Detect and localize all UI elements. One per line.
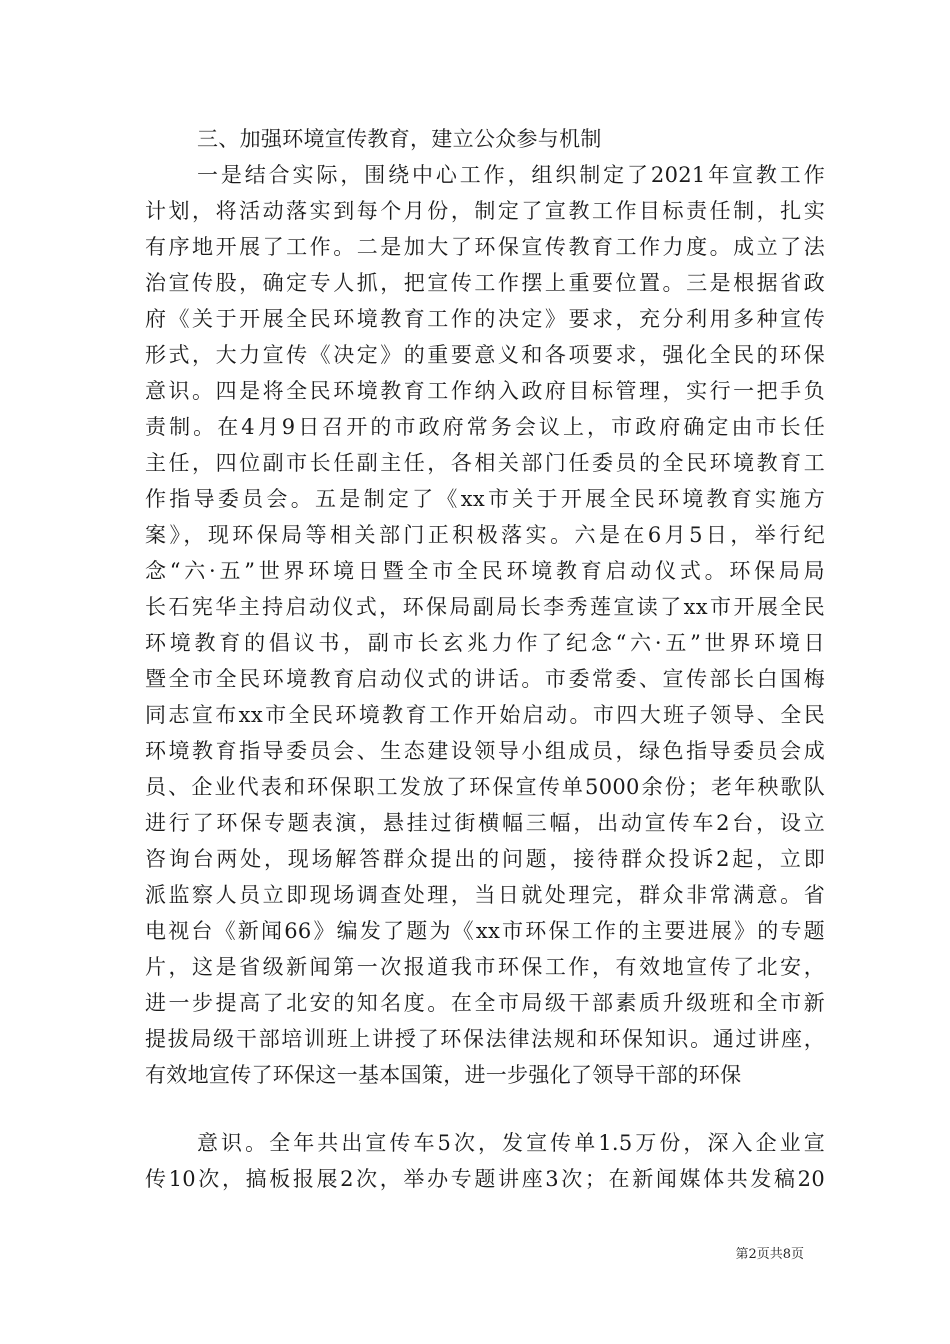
- paragraph-line: 环境教育的倡议书，副市长玄兆力作了纪念“六·五”世界环境日: [145, 631, 825, 655]
- paragraph-line: 一是结合实际，围绕中心工作，组织制定了2021年宣教工作: [197, 163, 825, 187]
- paragraph-line: 进一步提高了北安的知名度。在全市局级干部素质升级班和全市新: [145, 991, 825, 1015]
- paragraph-line: 有效地宣传了环保这一基本国策，进一步强化了领导干部的环保: [145, 1063, 742, 1087]
- paragraph-line: 派监察人员立即现场调查处理，当日就处理完，群众非常满意。省: [145, 883, 825, 907]
- paragraph-line: 作指导委员会。五是制定了《xx市关于开展全民环境教育实施方: [145, 487, 825, 511]
- paragraph-line: 府《关于开展全民环境教育工作的决定》要求，充分利用多种宣传: [145, 307, 825, 331]
- paragraph-line: 传10次，搞板报展2次，举办专题讲座3次；在新闻媒体共发稿20: [145, 1167, 825, 1191]
- paragraph-line: 环境教育指导委员会、生态建设领导小组成员，绿色指导委员会成: [145, 739, 825, 763]
- paragraph-line: 治宣传股，确定专人抓，把宣传工作摆上重要位置。三是根据省政: [145, 271, 825, 295]
- paragraph-line: 咨询台两处，现场解答群众提出的问题，接待群众投诉2起，立即: [145, 847, 825, 871]
- paragraph-line: 有序地开展了工作。二是加大了环保宣传教育工作力度。成立了法: [145, 235, 825, 259]
- paragraph-line: 意识。全年共出宣传车5次，发宣传单1.5万份，深入企业宣: [197, 1131, 825, 1155]
- paragraph-line: 提拔局级干部培训班上讲授了环保法律法规和环保知识。通过讲座，: [145, 1027, 825, 1051]
- paragraph-line: 片，这是省级新闻第一次报道我市环保工作，有效地宣传了北安，: [145, 955, 825, 979]
- paragraph-line: 暨全市全民环境教育启动仪式的讲话。市委常委、宣传部长白国梅: [145, 667, 825, 691]
- paragraph-line: 计划，将活动落实到每个月份，制定了宣教工作目标责任制，扎实: [145, 199, 825, 223]
- paragraph-line: 长石宪华主持启动仪式，环保局副局长李秀莲宣读了xx市开展全民: [145, 595, 825, 619]
- paragraph-line: 念“六·五”世界环境日暨全市全民环境教育启动仪式。环保局局: [145, 559, 825, 583]
- paragraph-line: 进行了环保专题表演，悬挂过街横幅三幅，出动宣传车2台，设立: [145, 811, 825, 835]
- page-number-footer: 第2页共8页: [735, 1247, 804, 1262]
- paragraph-line: 电视台《新闻66》编发了题为《xx市环保工作的主要进展》的专题: [145, 919, 825, 943]
- paragraph-line: 主任，四位副市长任副主任，各相关部门任委员的全民环境教育工: [145, 451, 825, 475]
- paragraph-line: 员、企业代表和环保职工发放了环保宣传单5000余份；老年秧歌队: [145, 775, 825, 799]
- paragraph-line: 责制。在4月9日召开的市政府常务会议上，市政府确定由市长任: [145, 415, 825, 439]
- paragraph-line: 形式，大力宣传《决定》的重要意义和各项要求，强化全民的环保: [145, 343, 825, 367]
- paragraph-line: 意识。四是将全民环境教育工作纳入政府目标管理，实行一把手负: [145, 379, 825, 403]
- paragraph-line: 案》，现环保局等相关部门正积极落实。六是在6月5日，举行纪: [145, 523, 825, 547]
- paragraph-line: 同志宣布xx市全民环境教育工作开始启动。市四大班子领导、全民: [145, 703, 825, 727]
- section-heading: 三、加强环境宣传教育，建立公众参与机制: [197, 127, 602, 151]
